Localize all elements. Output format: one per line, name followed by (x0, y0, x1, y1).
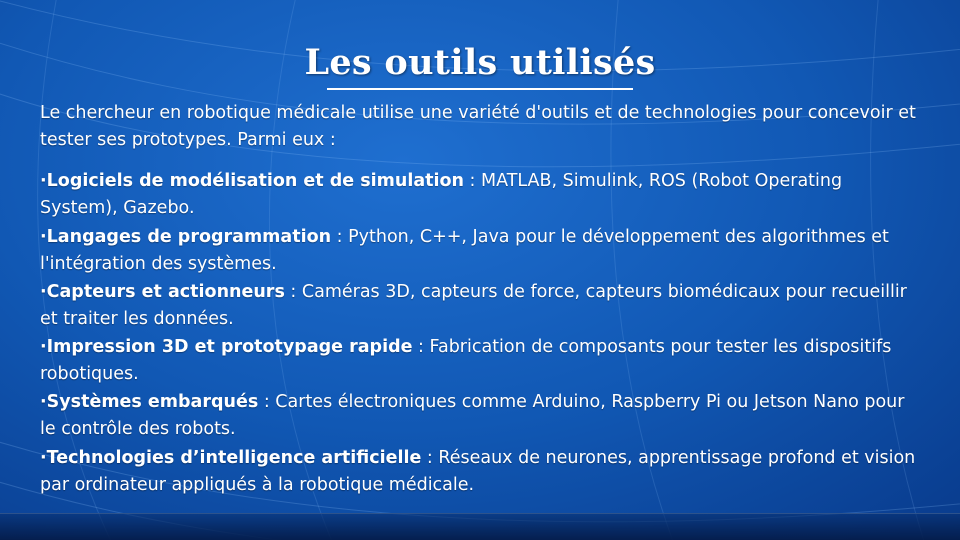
list-item (40, 334, 922, 388)
bullet-lead: Impression 3D et prototypage rapide (46, 337, 413, 357)
bottom-band (0, 513, 960, 540)
bullet-marker: · (40, 281, 47, 302)
bullet-rest: : Python, C++, Java pour le développement des algorithmes et l'intégration des systèmes. (40, 226, 889, 274)
bullet-marker: · (40, 447, 47, 468)
bullet-rest: : Fabrication de composants pour tester les dispositifs robotiques. (40, 337, 892, 385)
slide-title: Les outils utilisés (304, 42, 656, 83)
intro-paragraph: Le chercheur en robotique médicale utilise une variété d'outils et de technologies pour concevoir et tester ses prototypes. Parmi eux : (40, 103, 916, 151)
list-item (40, 168, 922, 222)
list-item (40, 389, 922, 443)
bullet-rest: : Cartes électroniques comme Arduino, Raspberry Pi ou Jetson Nano pour le contrôle des robots. (40, 392, 905, 440)
bullet-lead: Langages de programmation (46, 226, 332, 247)
bullet-lead: Technologies d’intelligence artificielle (46, 447, 422, 468)
bullet-marker: · (40, 392, 47, 413)
bullet-rest: : Caméras 3D, capteurs de force, capteurs biomédicaux pour recueillir et traiter les données. (40, 281, 907, 329)
bullet-marker: · (40, 171, 47, 192)
bullet-lead: Systèmes embarqués (46, 392, 259, 413)
list-item (40, 279, 922, 333)
slide-body (40, 100, 922, 500)
bullet-lead: Logiciels de modélisation et de simulation (46, 171, 464, 192)
list-item (40, 445, 922, 499)
bullet-marker: · (40, 226, 47, 247)
bullet-marker: · (40, 337, 47, 357)
bullet-lead: Capteurs et actionneurs (46, 281, 285, 302)
list-item (40, 224, 922, 278)
bullet-list (40, 168, 922, 499)
bullet-rest: : MATLAB, Simulink, ROS (Robot Operating System), Gazebo. (40, 171, 843, 219)
bullet-rest: : Réseaux de neurones, apprentissage profond et vision par ordinateur appliqués à la robotique médicale. (40, 447, 916, 495)
title-underline (327, 88, 633, 90)
